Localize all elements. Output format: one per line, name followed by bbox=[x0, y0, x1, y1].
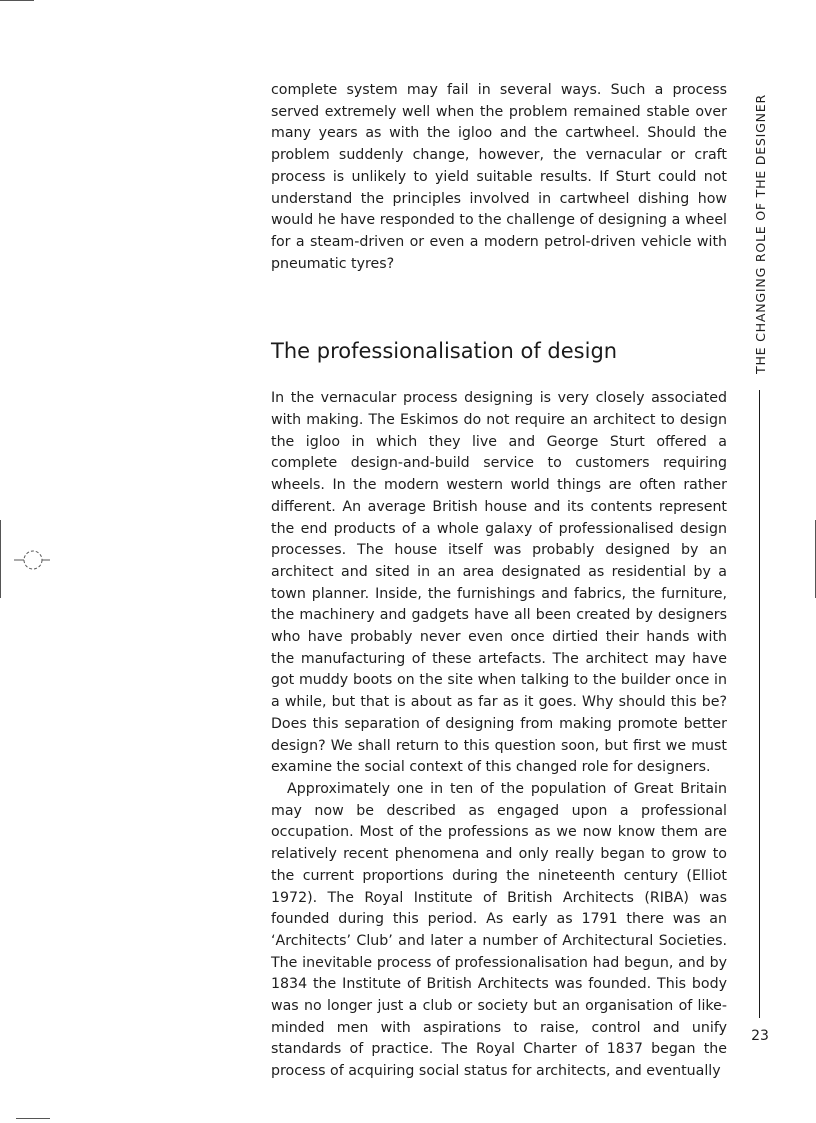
crop-mark-bottom-left bbox=[16, 1118, 50, 1119]
section-heading: The professionalisation of design bbox=[271, 339, 618, 364]
paragraph-continued: complete system may fail in several ways. Such a process served extremely well when the problem remained stable over many years as with the igloo and the cartwheel. Should the problem suddenly change, however, the vernacular or craft process is unlikely to yield suitable results. If Sturt could not understand the principles involved in cartwheel dishing how would he have responded to the challenge of designing a wheel for a steam-driven or even a modern petrol-driven vehicle with pneumatic tyres? bbox=[271, 82, 727, 272]
crop-mark-top-left bbox=[0, 0, 34, 1]
running-head bbox=[752, 84, 772, 374]
paragraph: In the vernacular process designing is very closely associated with making. The Eskimos do not require an architect to design the igloo in which they live and George Sturt offered a complete design-and-build service to customers requiring wheels. In the modern western world things are often rather different. An average British house and its contents represent the end products of a whole galaxy of professionalised design processes. The house itself was probably designed by an architect and sited in an area designated as residential by a town planner. Inside, the furnishings and fabrics, the furniture, the machinery and gadgets have all been created by designers who have probably never even once dirtied their hands with the manufacturing of these artefacts. The architect may have got muddy boots on the site when talking to the builder once in a while, but that is about as far as it goes. Why should this be? Does this separation of designing from making promote better design? We shall return to this question soon, but first we must examine the social context of this changed role for designers. bbox=[271, 390, 727, 776]
registration-mark-icon bbox=[14, 548, 54, 572]
page-body bbox=[271, 80, 727, 1083]
crop-mark-left bbox=[0, 520, 1, 598]
side-rule bbox=[759, 390, 760, 1018]
running-head-text: THE CHANGING ROLE OF THE DESIGNER bbox=[753, 93, 768, 374]
page-number: 23 bbox=[751, 1028, 769, 1044]
paragraph: Approximately one in ten of the population of Great Britain may now be described as engaged upon a professional occupation. Most of the professions as we now know them are relatively recent phenomena and only really began to grow to the current proportions during the nineteenth century (Elliot 1972). The Royal Institute of British Architects (RIBA) was founded during this period. As early as 1791 there was an ‘Architects’ Club’ and later a number of Architectural Societies. The inevitable process of professionalisation had begun, and by 1834 the Institute of British Architects was founded. This body was no longer just a club or society but an organisation of like-minded men with aspirations to raise, control and unify standards of practice. The Royal Charter of 1837 began the process of acquiring social status for architects, and eventually bbox=[271, 780, 727, 1080]
